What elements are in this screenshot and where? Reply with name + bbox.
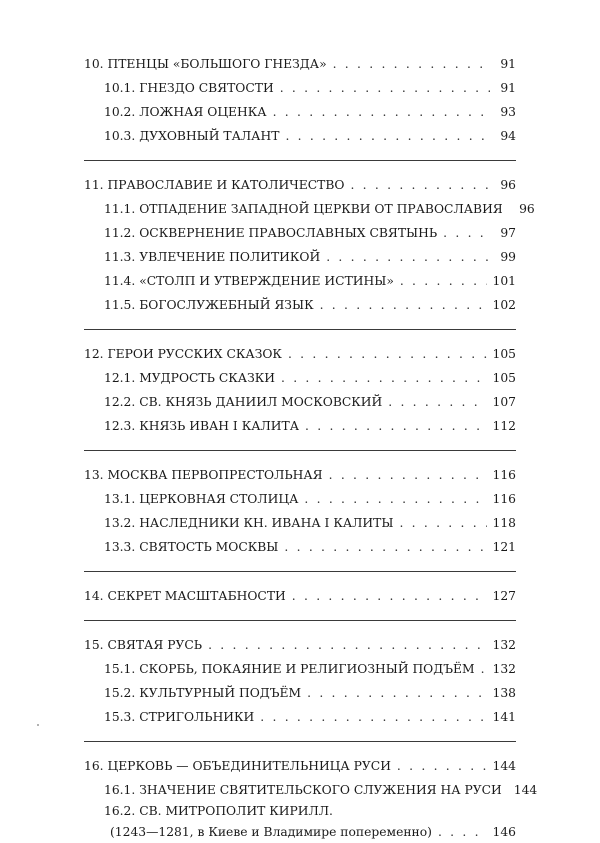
toc-entry-subchapter[interactable] [84,487,516,511]
toc-entry-title: 11. ПРАВОСЛАВИЕ И КАТОЛИЧЕСТВО [84,178,345,192]
toc-entry-page: 91 [500,57,516,71]
dot-leader [438,821,487,843]
dot-leader [388,390,486,414]
toc-entry-title: 14. СЕКРЕТ МАСШТАБНОСТИ [84,589,286,603]
toc-entry-title: 13.2. НАСЛЕДНИКИ КН. ИВАНА I КАЛИТЫ [104,516,394,530]
toc-entry-page: 116 [492,492,516,506]
toc-entry-page: 97 [500,226,516,240]
dot-leader [281,366,487,390]
toc-entry-chapter[interactable] [84,52,516,76]
toc-entry-subchapter[interactable] [84,366,516,390]
dot-leader [304,487,486,511]
toc-entry-title: 13.1. ЦЕРКОВНАЯ СТОЛИЦА [104,492,299,506]
toc-entry-page: 94 [500,129,516,143]
toc-entry-subchapter[interactable] [84,293,516,317]
toc-entry-title: 16.1. ЗНАЧЕНИЕ СВЯТИТЕЛЬСКОГО СЛУЖЕНИЯ НА РУСИ [104,783,502,797]
toc-entry-chapter[interactable] [84,342,516,366]
toc-entry-title: 12.2. СВ. КНЯЗЬ ДАНИИЛ МОСКОВСКИЙ [104,395,383,409]
toc-entry-title: 12.1. МУДРОСТЬ СКАЗКИ [104,371,275,385]
dot-leader [443,221,490,245]
toc-entry-subchapter[interactable] [84,802,516,843]
toc-entry-title-continuation: (1243—1281, в Киеве и Владимире попеременно) [110,825,432,839]
toc-entry-title: 11.3. УВЛЕЧЕНИЕ ПОЛИТИКОЙ [104,250,321,264]
toc-entry-title: 10.2. ЛОЖНАЯ ОЦЕНКА [104,105,267,119]
dot-leader [481,657,487,681]
toc-entry-title: 15. СВЯТАЯ РУСЬ [84,638,203,652]
toc-entry-title: 11.5. БОГОСЛУЖЕБНЫЙ ЯЗЫК [104,298,314,312]
toc-entry-page: 105 [492,347,516,361]
toc-entry-title: 11.4. «СТОЛП И УТВЕРЖДЕНИЕ ИСТИНЫ» [104,274,394,288]
dot-leader [285,124,490,148]
toc-entry-subchapter[interactable] [84,100,516,124]
table-of-contents [84,52,538,843]
toc-entry-page: 132 [492,638,516,652]
dot-leader [329,463,487,487]
toc-entry-page: 121 [492,540,516,554]
toc-entry-subchapter[interactable] [84,657,516,681]
toc-section-14 [84,571,516,608]
toc-entry-page: 138 [492,686,516,700]
toc-entry-page: 96 [519,202,535,216]
toc-section-11 [84,160,535,317]
toc-entry-subchapter[interactable] [84,681,516,705]
toc-entry-subchapter[interactable] [84,269,516,293]
toc-section-12 [84,329,516,438]
toc-entry-subchapter[interactable] [84,390,516,414]
toc-entry-subchapter[interactable] [84,197,535,221]
toc-entry-title: 11.1. ОТПАДЕНИЕ ЗАПАДНОЙ ЦЕРКВИ ОТ ПРАВОСЛАВИЯ [104,202,503,216]
toc-entry-subchapter[interactable] [84,535,516,559]
toc-entry-subchapter[interactable] [84,778,538,802]
toc-entry-subchapter[interactable] [84,705,516,729]
toc-entry-page: 96 [500,178,516,192]
dot-leader [280,76,490,100]
toc-section-10 [84,52,516,148]
toc-entry-page: 91 [500,81,516,95]
toc-entry-title: 15.3. СТРИГОЛЬНИКИ [104,710,255,724]
toc-entry-title: 16.2. СВ. МИТРОПОЛИТ КИРИЛЛ. [104,804,333,818]
toc-entry-title: 10.1. ГНЕЗДО СВЯТОСТИ [104,81,274,95]
toc-entry-title: 13.3. СВЯТОСТЬ МОСКВЫ [104,540,279,554]
toc-entry-subchapter[interactable] [84,245,516,269]
toc-entry-page: 127 [492,589,516,603]
dot-leader [208,633,486,657]
toc-entry-page: 144 [492,759,516,773]
toc-entry-subchapter[interactable] [84,124,516,148]
dot-leader [305,414,486,438]
toc-section-16 [84,741,538,843]
dot-leader [400,269,487,293]
dot-leader [333,52,490,76]
toc-entry-page: 107 [492,395,516,409]
toc-entry-page: 144 [513,783,538,797]
toc-entry-page: 132 [492,662,516,676]
toc-entry-chapter[interactable] [84,463,516,487]
toc-entry-subchapter[interactable] [84,414,516,438]
dot-leader [326,245,490,269]
toc-entry-page: 101 [492,274,516,288]
dot-leader [397,754,487,778]
dot-leader [273,100,490,124]
toc-entry-subchapter[interactable] [84,76,516,100]
toc-entry-chapter[interactable] [84,633,516,657]
dot-leader [260,705,486,729]
dot-leader [292,584,487,608]
toc-entry-title: 10.3. ДУХОВНЫЙ ТАЛАНТ [104,129,280,143]
toc-entry-subchapter[interactable] [84,221,516,245]
toc-entry-title: 12.3. КНЯЗЬ ИВАН I КАЛИТА [104,419,300,433]
toc-entry-page: 93 [500,105,516,119]
toc-section-15 [84,620,516,729]
toc-entry-subchapter[interactable] [84,511,516,535]
toc-entry-page: 112 [492,419,516,433]
toc-entry-page: 105 [492,371,516,385]
toc-entry-page: 102 [492,298,516,312]
toc-entry-page: 118 [492,516,516,530]
dot-leader [284,535,486,559]
toc-entry-title: 15.1. СКОРБЬ, ПОКАЯНИЕ И РЕЛИГИОЗНЫЙ ПОДЪЁМ [104,662,475,676]
toc-entry-page: 99 [500,250,516,264]
dot-leader [320,293,487,317]
dot-leader [350,173,490,197]
toc-entry-chapter[interactable] [84,173,516,197]
toc-entry-page: 146 [492,825,516,839]
toc-entry-title: 12. ГЕРОИ РУССКИХ СКАЗОК [84,347,282,361]
toc-entry-title: 13. МОСКВА ПЕРВОПРЕСТОЛЬНАЯ [84,468,323,482]
toc-entry-title: 10. ПТЕНЦЫ «БОЛЬШОГО ГНЕЗДА» [84,57,327,71]
toc-entry-title: 11.2. ОСКВЕРНЕНИЕ ПРАВОСЛАВНЫХ СВЯТЫНЬ [104,226,438,240]
toc-section-13 [84,450,516,559]
dot-leader [307,681,486,705]
toc-entry-page: 116 [492,468,516,482]
dot-leader [288,342,487,366]
toc-entry-chapter[interactable] [84,754,516,778]
dot-leader [399,511,486,535]
toc-entry-title: 16. ЦЕРКОВЬ — ОБЪЕДИНИТЕЛЬНИЦА РУСИ [84,759,391,773]
toc-entry-page: 141 [492,710,516,724]
toc-entry-title: 15.2. КУЛЬТУРНЫЙ ПОДЪЁМ [104,686,302,700]
scan-speck [37,724,39,726]
toc-entry-chapter[interactable] [84,584,516,608]
